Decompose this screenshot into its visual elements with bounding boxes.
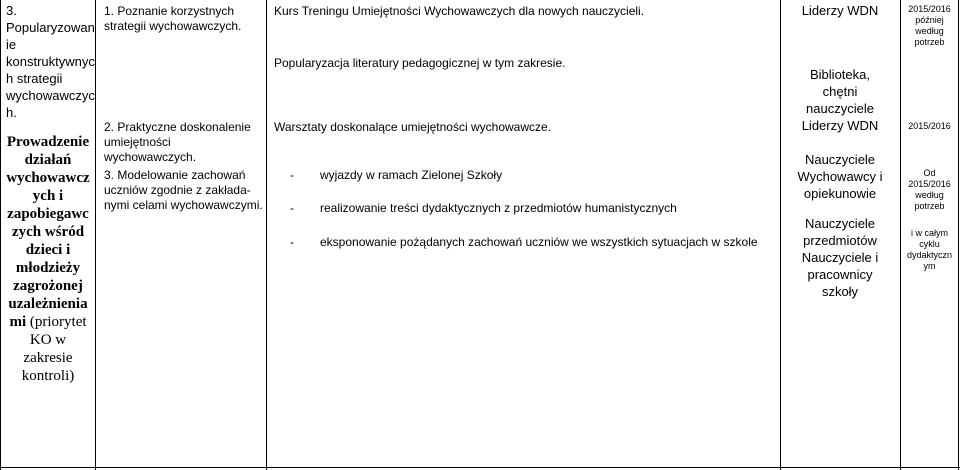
responsible-row-3: Liderzy WDN <box>801 118 879 133</box>
subtitle-line: KO w <box>29 332 67 348</box>
bullet-dash: - <box>290 201 294 215</box>
responsible-row-4 <box>781 151 899 202</box>
responsible-line: chętni <box>822 84 858 99</box>
deadline-row-2: 2015/2016 <box>908 121 951 131</box>
deadline-line: według <box>915 26 944 36</box>
subtitle-line: kontroli) <box>21 368 75 384</box>
subtitle-line: zagrożonej <box>13 278 83 294</box>
subtitle-line <box>2 313 94 331</box>
objective-line: 3. Modelowanie zachowań <box>104 168 246 182</box>
responsible-line: Biblioteka, <box>810 67 870 82</box>
task-bullet <box>290 201 776 216</box>
subtitle-line: działań <box>24 152 72 168</box>
task-row-3: Warsztaty doskonalące umiejętności wychowawcze. <box>274 120 552 134</box>
deadline-line: dydaktyczn <box>906 250 953 260</box>
column-divider <box>95 0 96 470</box>
task-row-1: Kurs Treningu Umiejętności Wychowawczych dla nowych nauczycieli. <box>274 4 645 18</box>
deadline-line: i w całym <box>910 228 948 238</box>
goal-title-line: Popularyzowan <box>6 20 95 35</box>
objective-item-1 <box>104 4 264 34</box>
goal-subtitle <box>2 133 94 385</box>
subtitle-fragment: (priorytet <box>26 314 87 330</box>
responsible-row-1: Liderzy WDN <box>801 3 879 18</box>
task-bullet <box>290 168 776 183</box>
objective-item-3 <box>104 168 264 213</box>
responsible-line: nauczyciele <box>806 101 874 116</box>
subtitle-line: uzależnienia <box>8 296 88 312</box>
subtitle-line: młodzieży <box>15 260 81 276</box>
bullet-text: wyjazdy w ramach Zielonej Szkoły <box>320 168 503 182</box>
responsible-row-2 <box>781 66 899 117</box>
deadline-line: potrzeb <box>914 37 945 47</box>
deadline-row-4 <box>901 228 958 272</box>
responsible-line: Wychowawcy i <box>797 169 883 184</box>
deadline-line: Od <box>923 168 936 178</box>
task-bullet <box>290 235 776 250</box>
objective-line: 2. Praktyczne doskonalenie <box>104 120 251 134</box>
objective-line: uczniów zgodnie z zakłada- <box>104 183 251 197</box>
deadline-line: 2015/2016 <box>908 4 951 14</box>
objective-line: umiejętności wychowawczych. <box>104 135 197 164</box>
responsible-line: Nauczyciele i <box>801 250 879 265</box>
goal-title-line: h strategii <box>6 71 63 86</box>
objective-line: strategii wychowawczych. <box>104 19 242 33</box>
goal-number: 3. <box>6 3 17 18</box>
subtitle-line: wychowawcz <box>6 170 90 186</box>
objective-item-2 <box>104 120 264 165</box>
goal-title-line: h. <box>6 105 17 120</box>
goal-title-line: wychowawczyc <box>6 88 95 103</box>
subtitle-line: zych wśród <box>11 224 85 240</box>
subtitle-line: zapobiegawc <box>7 206 89 222</box>
subtitle-line: Prowadzenie <box>6 134 90 150</box>
responsible-line: szkoły <box>821 284 859 299</box>
responsible-line: opiekunowie <box>803 186 877 201</box>
objective-line: nymi celami wychowawczymi. <box>104 198 263 212</box>
deadline-line: 2015/2016 <box>908 179 951 189</box>
goal-title <box>6 19 94 121</box>
bullet-dash: - <box>290 168 294 182</box>
deadline-row-3 <box>901 168 958 212</box>
column-divider <box>266 0 267 470</box>
task-row-2: Popularyzacja literatury pedagogicznej w tym zakresie. <box>274 56 566 70</box>
deadline-line: później <box>915 15 944 25</box>
goal-cell <box>6 2 94 385</box>
deadline-line: potrzeb <box>914 201 945 211</box>
responsible-line: Nauczyciele <box>804 216 876 231</box>
subtitle-line: zakresie <box>23 350 73 366</box>
subtitle-fragment: mi <box>9 314 27 330</box>
table-border-right <box>958 0 959 470</box>
bullet-text: realizowanie treści dydaktycznych z przedmiotów humanistycznych <box>320 201 677 215</box>
objective-line: 1. Poznanie korzystnych <box>104 4 235 18</box>
goal-title-line: ie <box>6 37 17 52</box>
goal-title-line: konstruktywnyc <box>6 54 95 69</box>
bullet-text: eksponowanie pożądanych zachowań uczniów we wszystkich sytuacjach w szkole <box>320 235 758 249</box>
deadline-line: cyklu <box>919 239 940 249</box>
responsible-line: Nauczyciele <box>804 152 876 167</box>
subtitle-line: ych i <box>32 188 64 204</box>
table-border-bottom <box>0 467 960 468</box>
deadline-line: ym <box>923 261 936 271</box>
table-border-left <box>0 0 1 470</box>
responsible-line: pracownicy <box>807 267 873 282</box>
responsible-line: przedmiotów <box>803 233 877 248</box>
deadline-row-1 <box>901 4 958 48</box>
responsible-row-5 <box>781 215 899 300</box>
subtitle-line: dzieci i <box>25 242 71 258</box>
deadline-line: według <box>915 190 944 200</box>
bullet-dash: - <box>290 235 294 249</box>
